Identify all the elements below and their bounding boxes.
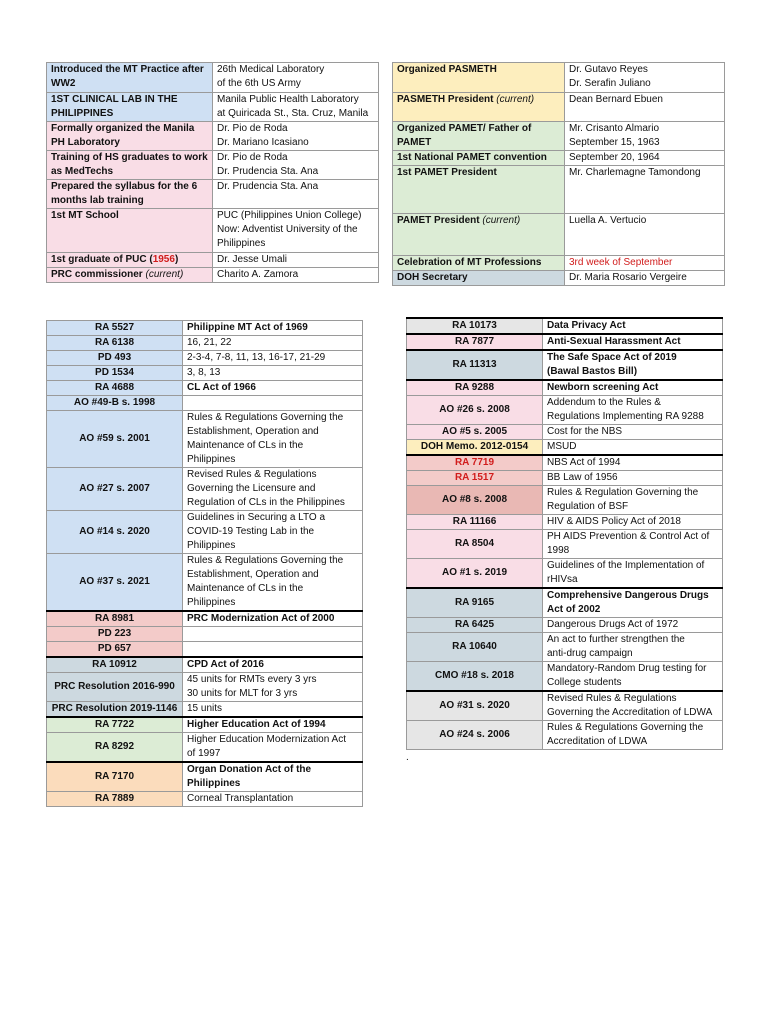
law-description	[543, 691, 723, 721]
history-value-line: Dr. Pio de Roda	[217, 123, 288, 134]
law-description-line: Rules & Regulation Governing the	[547, 487, 699, 498]
law-row	[47, 336, 363, 351]
law-code: AO #37 s. 2021	[47, 554, 183, 612]
law-row	[47, 321, 363, 336]
law-code: RA 1517	[407, 471, 543, 486]
law-description-line: Rules & Regulations Governing the	[187, 555, 344, 566]
law-code: RA 10640	[407, 633, 543, 662]
law-description-line: College students	[547, 677, 622, 688]
history-row	[393, 122, 725, 151]
law-description	[183, 702, 363, 718]
law-code: RA 8981	[47, 611, 183, 627]
law-description	[543, 425, 723, 440]
law-code: PD 223	[47, 627, 183, 642]
history-row	[393, 93, 725, 122]
history-value	[213, 63, 379, 93]
law-code: RA 10912	[47, 657, 183, 673]
history-value-line: Dr. Prudencia Sta. Ana	[217, 181, 319, 192]
history-value-bold: PUC (Philippines Union College)	[217, 210, 362, 221]
law-row	[47, 611, 363, 627]
laws-table-right	[406, 317, 723, 750]
law-description	[183, 627, 363, 642]
law-code: RA 6425	[407, 618, 543, 633]
law-description-line: 30 units for MLT for 3 yrs	[187, 688, 298, 699]
history-value-line: 26th Medical Laboratory	[217, 64, 325, 75]
history-key-text: PASMETH President	[397, 94, 497, 105]
history-row	[47, 93, 379, 122]
history-key	[47, 209, 213, 253]
law-description-line: Establishment, Operation and	[187, 569, 319, 580]
law-code: RA 6138	[47, 336, 183, 351]
law-row	[47, 411, 363, 468]
history-table-right	[392, 62, 725, 286]
law-description-line: BB Law of 1956	[547, 472, 618, 483]
history-value-line: Charito A. Zamora	[217, 269, 299, 280]
law-row	[407, 440, 723, 456]
law-description	[543, 486, 723, 515]
history-key-text: PAMET President	[397, 215, 483, 226]
law-code: PRC Resolution 2016-990	[47, 673, 183, 702]
law-code: RA 8292	[47, 733, 183, 763]
law-code: PD 1534	[47, 366, 183, 381]
history-key-text: DOH Secretary	[397, 272, 468, 283]
law-code: AO #31 s. 2020	[407, 691, 543, 721]
history-value	[565, 63, 725, 93]
law-code: AO #49-B s. 1998	[47, 396, 183, 411]
law-code: RA 11313	[407, 350, 543, 380]
law-row	[47, 733, 363, 763]
law-code: PD 657	[47, 642, 183, 658]
law-code: RA 8504	[407, 530, 543, 559]
history-value	[213, 253, 379, 268]
law-description-line: Revised Rules & Regulations	[187, 469, 317, 480]
law-description-line: 16, 21, 22	[187, 337, 232, 348]
history-value	[565, 93, 725, 122]
law-code: RA 7719	[407, 455, 543, 471]
history-key	[393, 122, 565, 151]
law-code: AO #27 s. 2007	[47, 468, 183, 511]
law-code: RA 11166	[407, 515, 543, 530]
law-code: RA 9288	[407, 380, 543, 396]
law-row	[47, 627, 363, 642]
law-description-line: Dangerous Drugs Act of 1972	[547, 619, 679, 630]
law-row	[407, 350, 723, 380]
law-row	[47, 366, 363, 381]
law-description-line: Governing the Licensure and	[187, 483, 316, 494]
history-value-line: September 15, 1963	[569, 137, 660, 148]
history-key-text: Training of HS graduates to work as MedTechs	[51, 152, 208, 177]
law-row	[47, 792, 363, 807]
law-code: AO #14 s. 2020	[47, 511, 183, 554]
law-description-line	[187, 627, 358, 641]
history-row	[393, 214, 725, 256]
history-key	[393, 63, 565, 93]
law-row	[47, 381, 363, 396]
history-key-text: Formally organized the Manila PH Laboratory	[51, 123, 195, 148]
history-key-year: 1956	[152, 254, 175, 265]
law-row	[47, 642, 363, 658]
law-description-line: Governing the Accreditation of LDWA	[547, 707, 713, 718]
history-value-bold: Manila Public Health Laboratory	[217, 94, 359, 105]
history-value	[565, 151, 725, 166]
law-description-line: 3, 8, 13	[187, 367, 221, 378]
history-value-line: of the 6th US Army	[217, 78, 301, 89]
law-description-line: Rules & Regulations Governing the	[547, 722, 704, 733]
law-code: RA 9165	[407, 588, 543, 618]
history-key	[47, 151, 213, 180]
law-row	[407, 721, 723, 750]
law-description-line: Establishment, Operation and	[187, 426, 319, 437]
history-value	[213, 268, 379, 283]
history-value-line: Dr. Mariano Icasiano	[217, 137, 309, 148]
footer-mark: .	[406, 752, 409, 763]
law-code: RA 4688	[47, 381, 183, 396]
law-description-line: CPD Act of 2016	[187, 659, 264, 670]
history-key-note: (current)	[496, 94, 535, 105]
law-description	[543, 318, 723, 334]
history-value-line: Dr. Pio de Roda	[217, 152, 288, 163]
history-row	[393, 151, 725, 166]
law-description	[543, 633, 723, 662]
history-value-line: Now: Adventist University of the Philippines	[217, 224, 358, 249]
law-description-line: Anti-Sexual Harassment Act	[547, 336, 681, 347]
history-value	[213, 122, 379, 151]
law-row	[407, 633, 723, 662]
history-row	[393, 166, 725, 214]
history-key-text: Celebration of MT Professions	[397, 257, 542, 268]
law-description-line: Addendum to the Rules &	[547, 397, 661, 408]
history-value	[565, 271, 725, 286]
law-row	[47, 717, 363, 733]
history-value-line: Dr. Jesse Umali	[217, 254, 288, 265]
law-description-line: The Safe Space Act of 2019	[547, 352, 677, 363]
law-row	[407, 662, 723, 692]
history-value	[213, 93, 379, 122]
law-code: PRC Resolution 2019-1146	[47, 702, 183, 718]
law-code: RA 10173	[407, 318, 543, 334]
law-description-line	[187, 396, 358, 410]
history-key	[47, 180, 213, 209]
history-key	[47, 122, 213, 151]
law-row	[407, 530, 723, 559]
law-row	[407, 691, 723, 721]
law-code: RA 7877	[407, 334, 543, 350]
history-value	[213, 151, 379, 180]
history-value-line: at Quiricada St., Sta. Cruz, Manila	[217, 108, 369, 119]
history-value	[565, 256, 725, 271]
law-description	[183, 717, 363, 733]
law-description-line	[187, 642, 358, 656]
law-description	[543, 455, 723, 471]
law-description	[543, 350, 723, 380]
law-description-line: COVID-19 Testing Lab in the	[187, 526, 315, 537]
law-row	[47, 657, 363, 673]
law-description-line: Philippines	[187, 597, 236, 608]
law-row	[407, 455, 723, 471]
law-row	[47, 673, 363, 702]
law-description-line: Corneal Transplantation	[187, 793, 294, 804]
law-description-line: PH AIDS Prevention & Control Act of	[547, 531, 710, 542]
law-row	[407, 559, 723, 589]
law-row	[407, 334, 723, 350]
law-description-line: (Bawal Bastos Bill)	[547, 366, 638, 377]
history-row	[393, 256, 725, 271]
law-description	[183, 336, 363, 351]
law-code: AO #24 s. 2006	[407, 721, 543, 750]
history-key	[47, 63, 213, 93]
law-description-line: Philippines	[187, 778, 241, 789]
history-key	[47, 253, 213, 268]
law-description	[543, 334, 723, 350]
law-description-line: Rules & Regulations Governing the	[187, 412, 344, 423]
history-key-text: 1st PAMET President	[397, 167, 497, 178]
law-description-line: Guidelines of the Implementation of	[547, 560, 705, 571]
law-code: RA 7170	[47, 762, 183, 792]
history-table-left	[46, 62, 379, 283]
laws-table-left	[46, 320, 363, 807]
law-description	[543, 396, 723, 425]
law-description-line: rHIVsa	[547, 574, 578, 585]
law-description	[543, 618, 723, 633]
law-description-line: anti-drug campaign	[547, 648, 633, 659]
law-description	[183, 554, 363, 612]
law-row	[407, 618, 723, 633]
history-row	[47, 151, 379, 180]
law-description-line: An act to further strengthen the	[547, 634, 685, 645]
law-description-line: 1998	[547, 545, 570, 556]
history-key-text: 1st MT School	[51, 210, 119, 221]
law-description-line: Philippine MT Act of 1969	[187, 322, 308, 333]
history-value	[565, 122, 725, 151]
history-row	[47, 209, 379, 253]
law-description-line: Philippines	[187, 540, 236, 551]
law-code: DOH Memo. 2012-0154	[407, 440, 543, 456]
history-key-text: 1st graduate of PUC (	[51, 254, 153, 265]
law-code: RA 5527	[47, 321, 183, 336]
law-code: AO #59 s. 2001	[47, 411, 183, 468]
law-code: AO #5 s. 2005	[407, 425, 543, 440]
history-value	[213, 180, 379, 209]
law-row	[407, 396, 723, 425]
law-description-line: CL Act of 1966	[187, 382, 256, 393]
law-description	[183, 321, 363, 336]
law-row	[47, 468, 363, 511]
history-row	[47, 122, 379, 151]
history-value-line: Mr. Charlemagne Tamondong	[569, 167, 701, 178]
history-key	[393, 151, 565, 166]
law-description-line: Regulation of CLs in the Philippines	[187, 497, 345, 508]
law-description	[543, 721, 723, 750]
law-code: AO #8 s. 2008	[407, 486, 543, 515]
history-value-line: Luella A. Vertucio	[569, 215, 647, 226]
law-description	[183, 792, 363, 807]
law-description-line: Regulations Implementing RA 9288	[547, 411, 704, 422]
law-row	[407, 588, 723, 618]
history-value-line: Dr. Gutavo Reyes	[569, 64, 648, 75]
law-code: RA 7722	[47, 717, 183, 733]
history-value-line: Dr. Maria Rosario Vergeire	[569, 272, 687, 283]
law-description-line: Regulation of BSF	[547, 501, 629, 512]
law-description-line: Accreditation of LDWA	[547, 736, 648, 747]
law-description-line: of 1997	[187, 748, 221, 759]
history-value	[213, 209, 379, 253]
history-row	[47, 180, 379, 209]
history-key-text: 1ST CLINICAL LAB IN THE PHILIPPINES	[51, 94, 178, 119]
law-description	[543, 530, 723, 559]
law-description-line: Organ Donation Act of the	[187, 764, 312, 775]
law-description	[183, 411, 363, 468]
history-key-text: 1st National PAMET convention	[397, 152, 547, 163]
law-row	[47, 511, 363, 554]
history-value-line: Dr. Prudencia Sta. Ana	[217, 166, 319, 177]
law-row	[407, 425, 723, 440]
law-description-line: Act of 2002	[547, 604, 601, 615]
history-key-text: Organized PASMETH	[397, 64, 497, 75]
law-description-line: HIV & AIDS Policy Act of 2018	[547, 516, 681, 527]
history-value-bold: Mr. Crisanto Almario	[569, 123, 660, 134]
law-code: CMO #18 s. 2018	[407, 662, 543, 692]
history-key	[47, 93, 213, 122]
history-key	[393, 166, 565, 214]
law-description	[183, 511, 363, 554]
history-row	[393, 63, 725, 93]
law-description	[183, 733, 363, 763]
law-row	[47, 351, 363, 366]
history-key-text: PRC commissioner	[51, 269, 146, 280]
law-description-line: Guidelines in Securing a LTO a	[187, 512, 326, 523]
history-row	[47, 268, 379, 283]
history-key	[393, 214, 565, 256]
history-key-note: (current)	[482, 215, 521, 226]
law-row	[407, 515, 723, 530]
law-description-line: Comprehensive Dangerous Drugs	[547, 590, 709, 601]
law-row	[47, 396, 363, 411]
history-key	[47, 268, 213, 283]
history-row	[47, 63, 379, 93]
law-description	[183, 642, 363, 658]
law-description-line: NBS Act of 1994	[547, 457, 621, 468]
history-value	[565, 214, 725, 256]
history-key	[393, 256, 565, 271]
law-description	[543, 380, 723, 396]
law-description	[543, 559, 723, 589]
history-key-text: Introduced the MT Practice after WW2	[51, 64, 204, 89]
law-description	[543, 440, 723, 456]
law-description	[183, 657, 363, 673]
history-value	[565, 166, 725, 214]
law-row	[47, 762, 363, 792]
law-row	[407, 486, 723, 515]
law-code: RA 7889	[47, 792, 183, 807]
law-description-line: Maintenance of CLs in the	[187, 583, 304, 594]
law-description	[543, 515, 723, 530]
law-code: PD 493	[47, 351, 183, 366]
history-row	[393, 271, 725, 286]
history-key	[393, 271, 565, 286]
law-description	[543, 662, 723, 692]
law-description	[183, 351, 363, 366]
law-description-line: Philippines	[187, 454, 236, 465]
law-description-line: MSUD	[547, 441, 577, 452]
history-value-line: September 20, 1964	[569, 152, 660, 163]
law-row	[407, 318, 723, 334]
law-description-line: 45 units for RMTs every 3 yrs	[187, 674, 317, 685]
law-description-line: PRC Modernization Act of 2000	[187, 613, 335, 624]
law-description-line: 15 units	[187, 703, 223, 714]
law-description-line: Mandatory-Random Drug testing for	[547, 663, 707, 674]
law-description-line: Data Privacy Act	[547, 320, 626, 331]
law-description-line: Higher Education Act of 1994	[187, 719, 326, 730]
law-description-line: Revised Rules & Regulations	[547, 693, 677, 704]
law-description	[543, 588, 723, 618]
law-description-line: Cost for the NBS	[547, 426, 623, 437]
history-key-end: )	[174, 254, 179, 265]
law-code: AO #26 s. 2008	[407, 396, 543, 425]
law-row	[47, 554, 363, 612]
law-description	[183, 366, 363, 381]
law-description	[543, 471, 723, 486]
law-row	[407, 380, 723, 396]
history-value-line: Dean Bernard Ebuen	[569, 94, 663, 105]
history-value-red: 3rd week of September	[569, 257, 673, 268]
law-description-line: Maintenance of CLs in the	[187, 440, 304, 451]
law-description-line: Higher Education Modernization Act	[187, 734, 346, 745]
history-key-text: Organized PAMET/ Father of PAMET	[397, 123, 532, 148]
history-key-note: (current)	[145, 269, 184, 280]
law-description	[183, 611, 363, 627]
law-row	[47, 702, 363, 718]
law-row	[407, 471, 723, 486]
history-key-text: Prepared the syllabus for the 6 months lab training	[51, 181, 198, 206]
law-description	[183, 381, 363, 396]
law-description-line: 2-3-4, 7-8, 11, 13, 16-17, 21-29	[187, 352, 326, 363]
law-description	[183, 396, 363, 411]
history-key	[393, 93, 565, 122]
history-row	[47, 253, 379, 268]
law-description	[183, 673, 363, 702]
law-description	[183, 762, 363, 792]
history-value-line: Dr. Serafin Juliano	[569, 78, 651, 89]
law-description	[183, 468, 363, 511]
law-code: AO #1 s. 2019	[407, 559, 543, 589]
law-description-line: Newborn screening Act	[547, 382, 659, 393]
